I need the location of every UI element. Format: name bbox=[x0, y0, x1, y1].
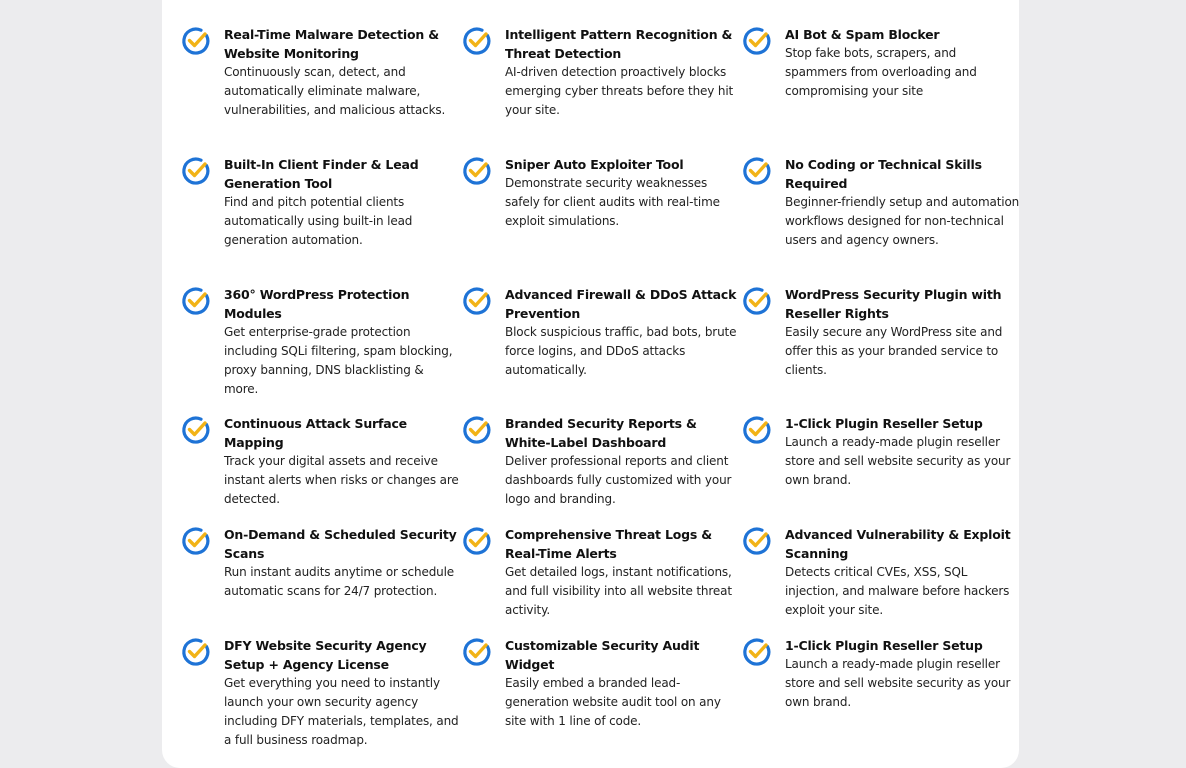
feature-item bbox=[180, 155, 462, 280]
feature-text bbox=[505, 25, 741, 120]
check-circle-icon bbox=[741, 155, 773, 187]
feature-description: AI-driven detection proactively blocks emerging cyber threats before they hit your site. bbox=[505, 65, 734, 117]
feature-description: Detects critical CVEs, XSS, SQL injection, and malware before hackers exploit your site. bbox=[785, 565, 1010, 617]
feature-text bbox=[505, 414, 741, 509]
feature-title: Real-Time Malware Detection & Website Monitoring bbox=[224, 27, 439, 61]
feature-description: Continuously scan, detect, and automatically eliminate malware, vulnerabilities, and malicious attacks. bbox=[224, 65, 446, 117]
feature-text bbox=[785, 155, 1021, 250]
check-circle-icon bbox=[180, 525, 212, 557]
check-circle-icon bbox=[741, 525, 773, 557]
feature-item bbox=[461, 25, 743, 150]
feature-text bbox=[224, 155, 460, 250]
feature-text bbox=[505, 525, 741, 620]
feature-description: Launch a ready-made plugin reseller store and sell website security as your own brand. bbox=[785, 657, 1011, 709]
feature-item bbox=[461, 155, 743, 280]
check-circle-icon bbox=[180, 155, 212, 187]
feature-text bbox=[505, 636, 741, 731]
feature-item bbox=[741, 636, 1023, 761]
feature-title: DFY Website Security Agency Setup + Agency License bbox=[224, 638, 427, 672]
feature-title: Branded Security Reports & White-Label Dashboard bbox=[505, 416, 697, 450]
feature-text bbox=[224, 414, 460, 509]
feature-item bbox=[461, 525, 743, 650]
feature-item bbox=[461, 414, 743, 539]
feature-item bbox=[741, 285, 1023, 410]
feature-description: Easily embed a branded lead-generation website audit tool on any site with 1 line of code. bbox=[505, 676, 721, 728]
feature-description: Easily secure any WordPress site and offer this as your branded service to clients. bbox=[785, 325, 1003, 377]
feature-description: Get everything you need to instantly launch your own security agency including DFY materials, templates, and a full business roadmap. bbox=[224, 676, 459, 747]
feature-text bbox=[224, 285, 460, 399]
feature-description: Find and pitch potential clients automatically using built-in lead generation automation. bbox=[224, 195, 413, 247]
feature-item bbox=[741, 414, 1023, 539]
feature-description: Stop fake bots, scrapers, and spammers from overloading and compromising your site bbox=[785, 46, 977, 98]
feature-title: Advanced Vulnerability & Exploit Scanning bbox=[785, 527, 1011, 561]
feature-title: Advanced Firewall & DDoS Attack Prevention bbox=[505, 287, 737, 321]
feature-title: Built-In Client Finder & Lead Generation Tool bbox=[224, 157, 419, 191]
feature-title: Intelligent Pattern Recognition & Threat Detection bbox=[505, 27, 733, 61]
feature-description: Block suspicious traffic, bad bots, brute force logins, and DDoS attacks automatically. bbox=[505, 325, 737, 377]
feature-text bbox=[505, 285, 741, 380]
feature-text bbox=[505, 155, 741, 231]
feature-title: No Coding or Technical Skills Required bbox=[785, 157, 982, 191]
feature-description: Get detailed logs, instant notifications, and full visibility into all website threat activity. bbox=[505, 565, 732, 617]
feature-title: Comprehensive Threat Logs & Real-Time Alerts bbox=[505, 527, 712, 561]
feature-text bbox=[785, 636, 1021, 712]
feature-text bbox=[224, 25, 460, 120]
feature-text bbox=[785, 25, 1021, 101]
feature-item bbox=[180, 636, 462, 761]
feature-title: Sniper Auto Exploiter Tool bbox=[505, 157, 684, 172]
check-circle-icon bbox=[180, 25, 212, 57]
check-circle-icon bbox=[741, 25, 773, 57]
check-circle-icon bbox=[741, 285, 773, 317]
feature-text bbox=[224, 636, 460, 750]
feature-title: 360° WordPress Protection Modules bbox=[224, 287, 410, 321]
feature-title: On-Demand & Scheduled Security Scans bbox=[224, 527, 457, 561]
feature-description: Track your digital assets and receive instant alerts when risks or changes are detected. bbox=[224, 454, 459, 506]
feature-item bbox=[461, 285, 743, 410]
feature-description: Beginner-friendly setup and automation workflows designed for non-technical users and agency owners. bbox=[785, 195, 1020, 247]
check-circle-icon bbox=[461, 525, 493, 557]
feature-item bbox=[180, 525, 462, 650]
feature-title: Customizable Security Audit Widget bbox=[505, 638, 700, 672]
feature-item bbox=[741, 525, 1023, 650]
feature-description: Get enterprise-grade protection including SQLi filtering, spam blocking, proxy banning, DNS blacklisting & more. bbox=[224, 325, 453, 396]
feature-text bbox=[785, 525, 1021, 620]
feature-description: Demonstrate security weaknesses safely for client audits with real-time exploit simulations. bbox=[505, 176, 720, 228]
feature-description: Launch a ready-made plugin reseller store and sell website security as your own brand. bbox=[785, 435, 1011, 487]
feature-description: Deliver professional reports and client dashboards fully customized with your logo and branding. bbox=[505, 454, 732, 506]
feature-item bbox=[741, 25, 1023, 150]
check-circle-icon bbox=[180, 414, 212, 446]
feature-item bbox=[180, 285, 462, 410]
feature-title: AI Bot & Spam Blocker bbox=[785, 27, 940, 42]
feature-text bbox=[785, 414, 1021, 490]
feature-text bbox=[785, 285, 1021, 380]
feature-item bbox=[180, 414, 462, 539]
check-circle-icon bbox=[741, 414, 773, 446]
check-circle-icon bbox=[461, 285, 493, 317]
check-circle-icon bbox=[741, 636, 773, 668]
check-circle-icon bbox=[180, 636, 212, 668]
check-circle-icon bbox=[461, 155, 493, 187]
feature-title: WordPress Security Plugin with Reseller Rights bbox=[785, 287, 1002, 321]
feature-item bbox=[180, 25, 462, 150]
check-circle-icon bbox=[461, 636, 493, 668]
check-circle-icon bbox=[461, 25, 493, 57]
feature-title: Continuous Attack Surface Mapping bbox=[224, 416, 407, 450]
check-circle-icon bbox=[180, 285, 212, 317]
feature-description: Run instant audits anytime or schedule automatic scans for 24/7 protection. bbox=[224, 565, 455, 598]
check-circle-icon bbox=[461, 414, 493, 446]
feature-title: 1-Click Plugin Reseller Setup bbox=[785, 416, 983, 431]
feature-text bbox=[224, 525, 460, 601]
feature-title: 1-Click Plugin Reseller Setup bbox=[785, 638, 983, 653]
feature-item bbox=[741, 155, 1023, 280]
feature-item bbox=[461, 636, 743, 761]
features-card bbox=[162, 0, 1019, 768]
